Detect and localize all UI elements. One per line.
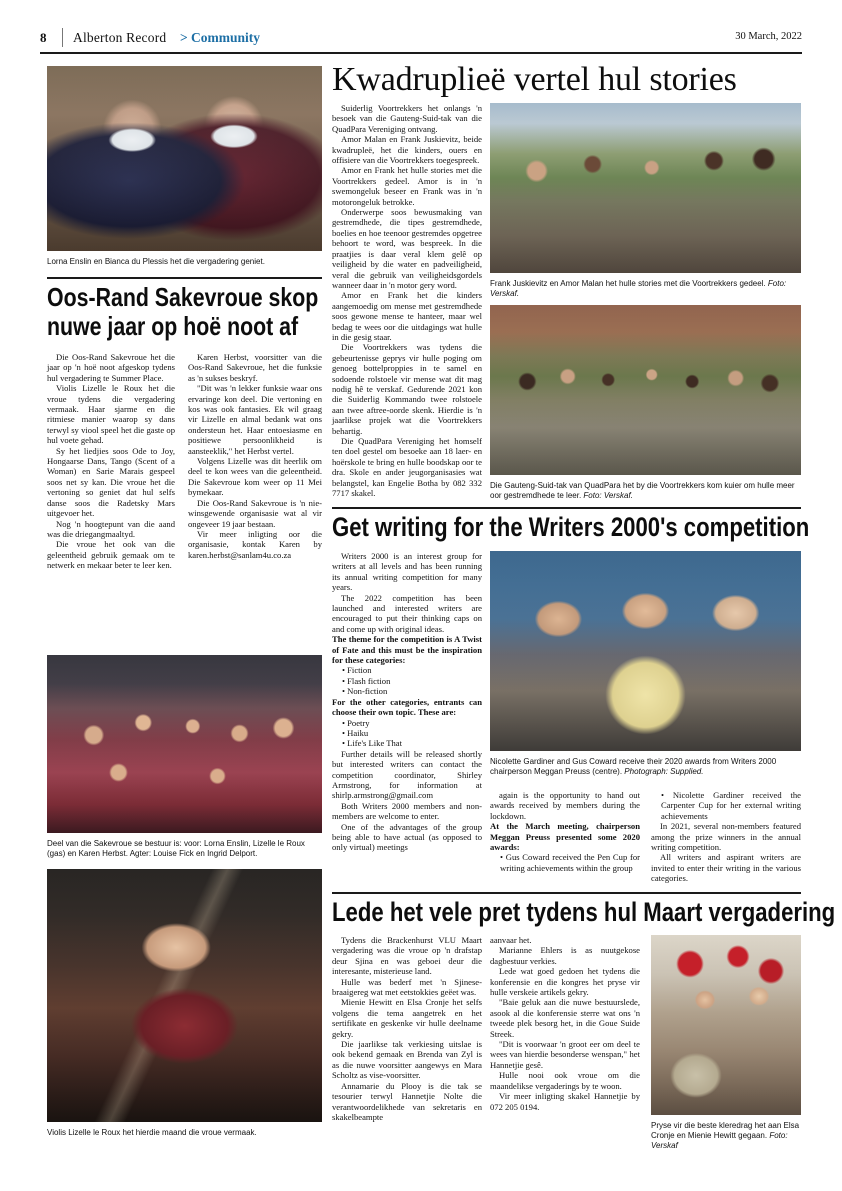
photo-lorna-bianca	[47, 66, 322, 251]
bullet-item: • Fiction	[342, 665, 372, 676]
bullet-item: • Life's Like That	[342, 738, 403, 749]
issue-date: 30 March, 2022	[735, 31, 802, 42]
paragraph: Die Voortrekkers was tydens die gebeurtenisse geprys vir hulle poging om genoeg bottelproppies in te samel en sodoende rolstoele vir mense wat dit mag nodig hê te verskaf. Gedurende 2021 kon die Suiderlig Kommando twee rolstoele aan twee aftree-oorde skenk. Hierdie is 'n jaarlikse projek wat die Voortrekkers behartig.	[332, 342, 482, 436]
paragraph: Amor en Frank het die kinders aangemoedig om mense met gestremdhede soos gewone mense te hanteer, maar wel bedag te wees oor die uitdagings wat hulle in die gesig staar.	[332, 290, 482, 342]
lede-column-1	[332, 935, 482, 1122]
paragraph: Vir meer inligting skakel Hannetjie by 072 205 0194.	[490, 1091, 640, 1112]
paragraph: Violis Lizelle le Roux het die vroue tydens die vergadering vermaak. Haar sjarme en die ritmiese manier waarop sy dans terwyl sy viool speel het die gaste op hul voete gehad.	[47, 383, 175, 446]
paragraph: Die Oos-Rand Sakevroue het die jaar op 'n hoë noot afgeskop tydens hul vergadering te Summer Place.	[47, 352, 175, 383]
masthead-rule	[40, 52, 802, 54]
caption-photo5	[490, 481, 801, 501]
paragraph: Volgens Lizelle was dit heerlik om deel te kon wees van die geleentheid. Die Sakevroue kom weer op 11 Mei bymekaar.	[188, 456, 322, 498]
photo-credit: Foto: Verskaf	[651, 1131, 788, 1150]
paragraph: Die QuadPara Vereniging het homself ten doel gestel om besoeke aan 18 laer- en hoërskole te bring en hulle boodskap oor te dra. Skole en ander jeugorganisasies wat belangstel, kan Engelie Botha by 082 332 7717 skakel.	[332, 436, 482, 499]
photo-credit: Foto: Verskaf.	[583, 491, 633, 500]
paragraph: Further details will be released shortly but interested writers can contact the competition coordinator, Shirley Armstrong, for information at shirlp.armstrong@gmail.com	[332, 748, 482, 801]
bullet-item: • Poetry	[342, 717, 370, 728]
photo-violinist	[47, 869, 322, 1122]
paragraph-bold: For the other categories, entrants can choose their own topic. These are:	[332, 696, 482, 718]
paragraph: Nog 'n hoogtepunt van die aand was die driegangmaaltyd.	[47, 518, 175, 539]
paragraph: Annamarie du Plooy is die tak se tesourier terwyl Hannetjie Nolte die verantwoordelikhede van sekretaris en skakelbeampte	[332, 1080, 482, 1122]
writers-column-1	[332, 551, 482, 853]
paragraph: Die Oos-Rand Sakevroue is 'n nie-winsgewende organisasie wat al vir ongeveer 19 jaar bestaan.	[188, 497, 322, 529]
paragraph: One of the advantages of the group being able to have actual (as opposed to only virtual) meetings	[332, 821, 482, 853]
caption-photo2: Deel van die Sakevroue se bestuur is: voor: Lorna Enslin, Lizelle le Roux (gas) en Karen Herbst. Agter: Louise Fick en Ingrid Delport.	[47, 839, 305, 858]
caption-text: Nicolette Gardiner and Gus Coward receive their 2020 awards from Writers 2000 chairperson Meggan Preuss (centre).	[490, 757, 777, 776]
paragraph: The 2022 competition has been launched and interested writers are encouraged to put their thinking caps on and come up with original ideas.	[332, 592, 482, 634]
paragraph: Die jaarlikse tak verkiesing uitslae is ook bekend gemaak en Brenda van Zyl is as die nuwe voorsitter aangewys en Mara Scholtz as vise-voorsitter.	[332, 1039, 482, 1081]
kwadruplie-column-1	[332, 103, 482, 498]
divider-above-writers	[332, 507, 801, 509]
section-name: Community	[191, 30, 261, 45]
paragraph: All writers and aspirant writers are invited to enter their writing in the various categories.	[651, 852, 801, 884]
photo-sakevroue-bestuur	[47, 655, 322, 833]
bullet-item: • Non-fiction	[342, 686, 388, 697]
paragraph: In 2021, several non-members featured among the prize winners in the annual writing competition.	[651, 821, 801, 853]
photo-quadpara-group	[490, 305, 801, 475]
paragraph: Writers 2000 is an interest group for writers at all levels and has been running its annual writing competition for many years.	[332, 551, 482, 593]
caption-photo3: Violis Lizelle le Roux het hierdie maand die vroue vermaak.	[47, 1128, 257, 1137]
writers-column-2	[490, 790, 640, 873]
headline-oosrand-line1: Oos-Rand Sakevroue skop	[47, 282, 319, 312]
lede-column-2	[490, 935, 640, 1112]
paragraph: Suiderlig Voortrekkers het onlangs 'n besoek van die Gauteng-Suid-tak van die QuadPara Vereniging ontvang.	[332, 103, 482, 134]
paragraph: Sy het liedjies soos Ode to Joy, Hongaarse Dans, Tango (Scent of a Woman) en Sarie Marais gespeel soos net sy kan. Die vroue het die vertoning so geniet dat hul selfs danse soos die Radetsky Mars uitgevoer het.	[47, 445, 175, 519]
paragraph: again is the opportunity to hand out awards received by members during the lockdown.	[490, 790, 640, 821]
paragraph: Die vroue het ook van die geleentheid gebruik gemaak om te netwerk en mekaar beter te leer ken.	[47, 539, 175, 571]
caption-text: Die Gauteng-Suid-tak van QuadPara het by die Voortrekkers kom kuier om hulle meer oor gestremdhede te leer.	[490, 481, 795, 500]
paragraph-bold: At the March meeting, chairperson Meggan Preuss presented some 2020 awards:	[490, 821, 640, 853]
paragraph: Vir meer inligting oor die organisasie, kontak Karen by karen.herbst@sanlam4u.co.za	[188, 528, 322, 560]
caption-photo1: Lorna Enslin en Bianca du Plessis het die vergadering geniet.	[47, 257, 265, 266]
paragraph-bold: The theme for the competition is A Twist of Fate and this must be the inspiration for these categories:	[332, 634, 482, 666]
bullet-item: • Flash fiction	[342, 675, 391, 686]
divider-above-lede	[332, 892, 801, 894]
paragraph: aanvaar het.	[490, 935, 532, 945]
photo-elsa-mienie	[651, 935, 801, 1115]
headline-kwadruplie: Kwadruplieë vertel hul stories	[332, 61, 737, 98]
caption-photo6	[490, 757, 801, 777]
headline-lede: Lede het vele pret tydens hul Maart vergadering	[332, 897, 836, 927]
masthead	[40, 28, 802, 54]
caption-photo4	[490, 279, 801, 299]
paragraph: "Dit was 'n lekker funksie waar ons ervaringe kon deel. Die vertoning en kos was ook fantasies. Ek wil graag vir Lizelle en almal bedank wat ons ondersteun het. Haar entoesiasme en positiewe persoonlikheid is aansteeklik," het Herbst vertel.	[188, 383, 322, 456]
caption-text: Pryse vir die beste kleredrag het aan Elsa Cronje en Mienie Hewitt gegaan.	[651, 1121, 800, 1140]
masthead-divider	[62, 28, 63, 47]
photo-frank-amor	[490, 103, 801, 273]
paragraph: Marianne Ehlers is as nuutgekose dagbestuur verkies.	[490, 945, 640, 966]
paragraph: "Baie geluk aan die nuwe bestuurslede, asook al die konferensie sterre wat ons 'n tweede plek besorg het, in die Goue Suide Streek.	[490, 997, 640, 1039]
paragraph: Amor Malan en Frank Juskievitz, beide kwadrupleë, het die kinders, ouers en offisiere van die Voortrekkers toegespreek.	[332, 134, 482, 166]
paragraph: "Dit is voorwaar 'n groot eer om deel te wees van hierdie besonderse wenspan," het Hannetjie gesê.	[490, 1039, 640, 1070]
paragraph: Hulle was bederf met 'n Sjinese-braaigereg wat met eetstokkies geëet was.	[332, 976, 482, 998]
headline-oosrand-line2: nuwe jaar op hoë noot af	[47, 311, 299, 341]
caption-photo7	[651, 1121, 801, 1151]
paragraph: Tydens die Brackenhurst VLU Maart vergadering was die vroue op 'n drafstap deur Sjina en was geboei deur die interesante, misterieuse land.	[332, 935, 482, 977]
paragraph: Lede wat goed gedoen het tydens die konferensie en die kongres het pryse vir hulle verskeie artikels gekry.	[490, 966, 640, 998]
bullet-item: • Haiku	[342, 727, 369, 738]
paragraph: Karen Herbst, voorsitter van die Oos-Rand Sakevroue, het die funksie as 'n sukses beskryf.	[188, 352, 322, 383]
bullet-item: • Gus Coward received the Pen Cup for writing achievements within the group	[500, 852, 640, 873]
oosrand-column-2	[188, 352, 322, 560]
oosrand-column-1	[47, 352, 175, 571]
paragraph: Onderwerpe soos bewusmaking van gestremdhede, die tipes gestremdhede, boelies en hoe teenoor gestremdes opgetree behoort te word, was bespreek. In die praatjies is daar veral klem gelê op veiligheid by die water en padveiligheid, veral die gebruik van veiligheidsgordels wanneer daar in 'n motor gery word.	[332, 207, 482, 290]
caption-text: Frank Juskievitz en Amor Malan het hulle stories met die Voortrekkers gedeel.	[490, 279, 766, 288]
paragraph: Amor en Frank het hulle stories met die Voortrekkers gedeel. Amor is in 'n swemongeluk beseer en Frank was in 'n motorongeluk betrokke.	[332, 165, 482, 207]
photo-credit: Foto: Verskaf.	[490, 279, 787, 298]
breadcrumb-separator: >	[180, 30, 188, 45]
writers-column-3	[651, 790, 801, 884]
photo-writers-awards	[490, 551, 801, 751]
paragraph: Mienie Hewitt en Elsa Cronje het selfs volgens die tema aangetrek en het sertifikate en geskenke vir hulle deelname gekry.	[332, 997, 482, 1039]
paragraph: Both Writers 2000 members and non-members are welcome to enter.	[332, 800, 482, 822]
photo-credit: Photograph: Supplied.	[624, 767, 704, 776]
bullet-item: • Nicolette Gardiner received the Carpenter Cup for her external writing achievements	[661, 790, 801, 821]
paragraph: Hulle nooi ook vroue om die maandelikse vergaderings by te woon.	[490, 1070, 640, 1091]
divider-above-oosrand	[47, 277, 322, 279]
headline-writers: Get writing for the Writers 2000's competition	[332, 512, 810, 542]
publication-name: Alberton Record	[73, 30, 167, 45]
page-number: 8	[40, 30, 47, 45]
